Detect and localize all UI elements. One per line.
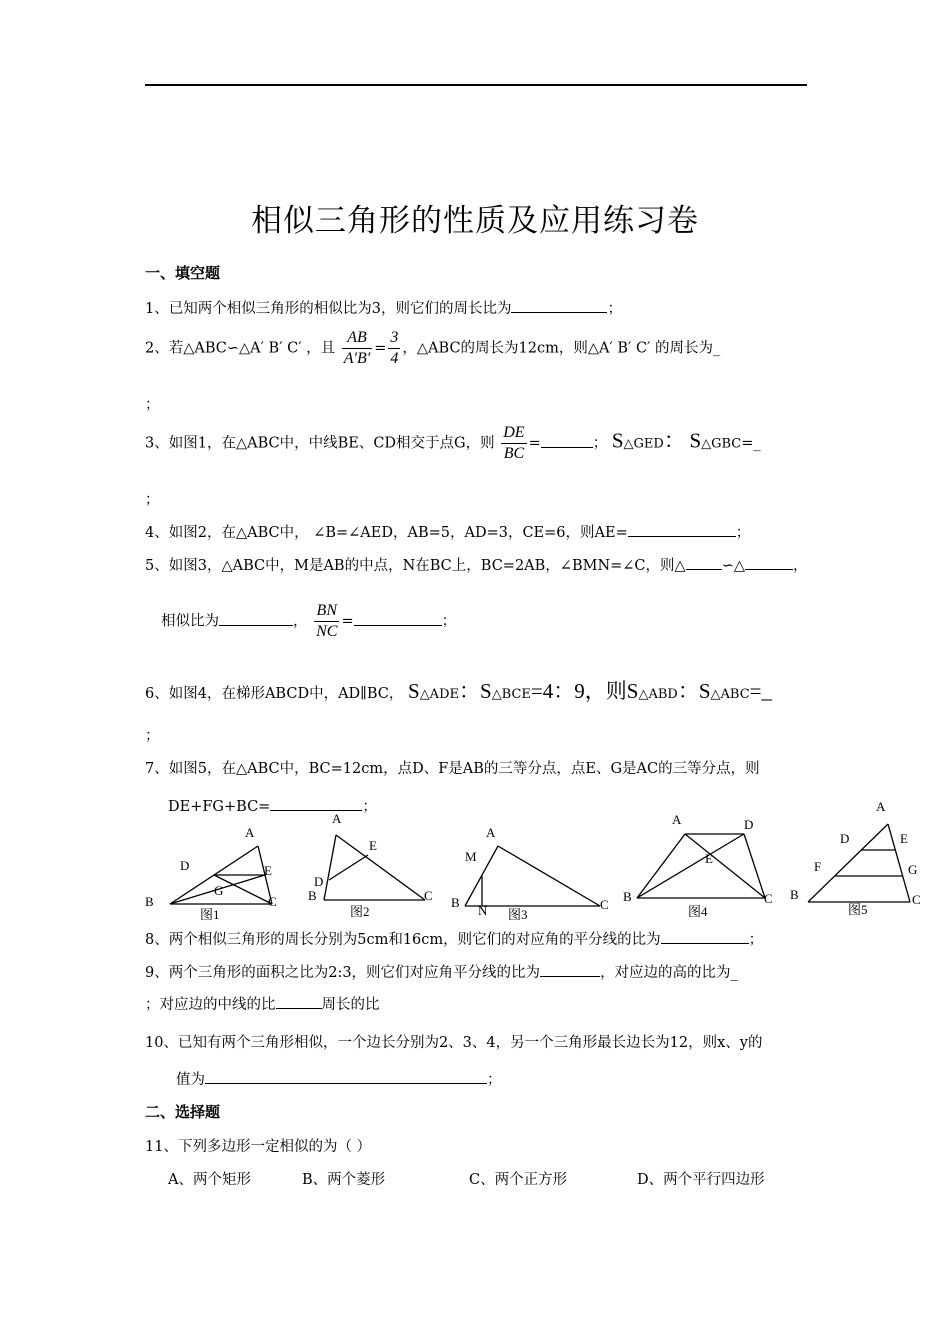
area-symbol: S (689, 428, 702, 453)
question-9-text: 9、两个三角形的面积之比为2:3，则它们对应角平分线的比为 (145, 965, 541, 981)
segment-dc (744, 834, 765, 898)
question-6-pre: 6、如图4，在梯形ABCD中，AD∥BC， (145, 686, 404, 702)
point-label-d: D (840, 831, 850, 846)
question-5-comma: ， (293, 613, 308, 630)
area-symbol: S (408, 679, 420, 703)
area-subscript: △BCE (491, 687, 531, 702)
question-7-text: DE+FG+BC= (168, 799, 271, 815)
segment-de (329, 855, 368, 880)
diagonal-bd (637, 834, 744, 898)
colon: ： (663, 428, 685, 453)
point-label-d: D (180, 858, 190, 873)
answer-blank[interactable] (745, 555, 793, 570)
question-7-end: ； (362, 799, 377, 815)
equals-sign: = (374, 340, 387, 357)
question-1-end: ； (607, 301, 622, 317)
question-5 (145, 554, 808, 575)
figure-2-caption: 图2 (350, 904, 370, 919)
point-label-c: C (600, 897, 609, 912)
area-symbol: S (698, 679, 711, 703)
question-10-text: 值为 (176, 1072, 205, 1088)
answer-blank[interactable] (686, 555, 722, 570)
question-2-pre: 2、若△ABC∽△A′ B′ C′ ，且 (145, 340, 336, 357)
answer-blank[interactable] (628, 522, 736, 537)
area-subscript: △GED (623, 436, 664, 452)
similar-symbol: ∽△ (721, 558, 745, 574)
question-5-text: 5、如图3，△ABC中，M是AB的中点，N在BC上，BC=2AB，∠BMN=∠C，则△ (145, 558, 686, 574)
segment-ac (498, 846, 600, 906)
point-label-a: A (245, 825, 255, 840)
question-8 (145, 928, 763, 949)
point-label-g: G (908, 862, 918, 877)
question-9-perimeter-label: 周长的比 (321, 997, 380, 1013)
figure-1-caption: 图1 (200, 907, 220, 922)
point-label-b: B (623, 889, 632, 904)
question-6-post: =_ (749, 679, 772, 703)
answer-blank[interactable] (541, 433, 593, 448)
question-1-text: 1、已知两个相似三角形的相似比为3，则它们的周长比为 (145, 301, 512, 317)
fraction-bn-nc (314, 601, 339, 642)
question-8-text: 8、两个相似三角形的周长分别为5cm和16cm，则它们的对应角的平分线的比为 (145, 932, 661, 948)
point-label-c: C (764, 891, 773, 906)
figure-4-caption: 图4 (688, 904, 708, 919)
option-b[interactable]: B、两个菱形 (302, 1172, 386, 1188)
answer-blank[interactable] (219, 611, 293, 626)
point-label-a: A (486, 825, 496, 840)
equals-sign: = (341, 613, 354, 630)
answer-blank[interactable] (661, 929, 749, 944)
question-6-end: ； (145, 728, 160, 744)
point-label-e: E (264, 863, 272, 878)
point-label-b: B (308, 888, 317, 903)
point-label-a: A (332, 811, 342, 826)
segment-ab (324, 835, 336, 900)
question-7: 7、如图5，在△ABC中，BC=12cm，点D、F是AB的三等分点，点E、G是AC的三等分点，则 (145, 761, 760, 777)
option-c[interactable]: C、两个正方形 (469, 1172, 568, 1188)
point-label-n: N (478, 903, 488, 918)
answer-blank[interactable] (540, 962, 600, 977)
point-label-c: C (424, 888, 433, 903)
point-label-e: E (369, 838, 377, 853)
diagonal-ac (685, 834, 765, 898)
question-9-line-2 (145, 993, 380, 1014)
option-d[interactable]: D、两个平行四边形 (637, 1172, 765, 1188)
point-label-a: A (876, 800, 886, 814)
question-10: 10、已知有两个三角形相似，一个边长分别为2、3、4，另一个三角形最长边长为12，则x、y的 (145, 1035, 763, 1051)
option-a[interactable]: A、两个矩形 (168, 1172, 251, 1188)
question-2 (145, 328, 720, 369)
question-3 (145, 423, 761, 464)
question-4-text: 4、如图2，在△ABC中， ∠B=∠AED，AB=5，AD=3，CE=6，则AE= (145, 525, 628, 541)
fraction-denominator: A′B′ (343, 350, 371, 367)
point-label-c: C (912, 892, 921, 907)
fraction-numerator: DE (501, 423, 526, 444)
colon: ： (459, 679, 480, 703)
point-label-g: G (214, 883, 224, 898)
fraction-3-4 (388, 328, 400, 369)
area-symbol: S (480, 679, 492, 703)
question-5-line-2 (161, 601, 456, 642)
colon: ： (677, 679, 699, 703)
fraction-numerator: BN (314, 601, 339, 622)
point-label-e: E (900, 831, 908, 846)
point-label-d: D (744, 817, 754, 832)
segment-ab (637, 834, 685, 898)
fraction-numerator: 3 (388, 328, 400, 349)
equals-sign: = (528, 435, 541, 452)
answer-blank[interactable] (205, 1069, 487, 1084)
question-5-comma: ， (793, 558, 808, 574)
question-3-mid: ； (592, 435, 608, 452)
question-9 (145, 961, 738, 982)
header-rule (145, 84, 807, 86)
area-subscript: △ABC (710, 687, 750, 702)
point-label-c: C (268, 894, 277, 909)
fraction-denominator: 4 (390, 350, 399, 367)
question-6 (145, 675, 772, 705)
figures-row (140, 800, 940, 930)
question-3-end: ； (145, 492, 160, 508)
question-8-end: ； (748, 932, 764, 948)
question-11: 11、下列多边形一定相似的为（ ） (145, 1139, 372, 1155)
figure-3 (465, 846, 600, 906)
figure-5-caption: 图5 (848, 902, 868, 917)
section-choice-heading: 二、选择题 (145, 1103, 221, 1121)
area-subscript: △GBC (701, 436, 742, 452)
question-10-line-2 (176, 1068, 502, 1089)
question-9-text-b: ，对应边的高的比为_ (600, 965, 738, 981)
fraction-denominator: NC (316, 623, 338, 640)
answer-blank[interactable] (276, 994, 322, 1009)
point-label-e: E (705, 851, 713, 866)
point-label-d: D (314, 874, 324, 889)
point-label-m: M (465, 849, 477, 864)
point-label-b: B (451, 895, 460, 910)
fraction-ab (342, 328, 373, 369)
question-4-end: ； (735, 525, 751, 541)
question-2-end: ； (145, 397, 160, 413)
page-title: 相似三角形的性质及应用练习卷 (251, 203, 699, 239)
section-fill-heading: 一、填空题 (145, 264, 221, 282)
figure-5 (808, 824, 910, 902)
question-5-ratio-label: 相似比为 (161, 613, 219, 630)
question-5-end: ； (441, 613, 457, 630)
fraction-de-bc (501, 423, 526, 464)
figure-3-caption: 图3 (508, 907, 528, 922)
area-subscript: △ADE (419, 687, 459, 702)
question-2-post: ，△ABC的周长为12cm，则△A′ B′ C′ 的周长为_ (402, 340, 721, 357)
question-3-post: =_ (741, 435, 761, 452)
question-10-end: ； (487, 1072, 502, 1088)
question-9-median-label: ；对应边的中线的比 (145, 997, 276, 1013)
area-symbol: S (626, 679, 639, 703)
point-label-f: F (814, 859, 822, 874)
area-subscript: △ABD (638, 687, 678, 702)
area-ratio: =4：9，则 (530, 679, 627, 703)
area-symbol: S (611, 428, 624, 453)
question-1 (145, 297, 622, 318)
figure-4 (637, 834, 765, 898)
point-label-b: B (790, 887, 799, 902)
fraction-denominator: BC (503, 445, 525, 462)
answer-blank[interactable] (354, 611, 442, 626)
answer-blank[interactable] (511, 298, 607, 313)
point-label-a: A (672, 812, 682, 827)
point-label-b: B (145, 894, 154, 909)
question-3-pre: 3、如图1，在△ABC中，中线BE、CD相交于点G，则 (145, 435, 495, 452)
fraction-numerator: AB (342, 328, 373, 349)
question-4 (145, 521, 750, 542)
